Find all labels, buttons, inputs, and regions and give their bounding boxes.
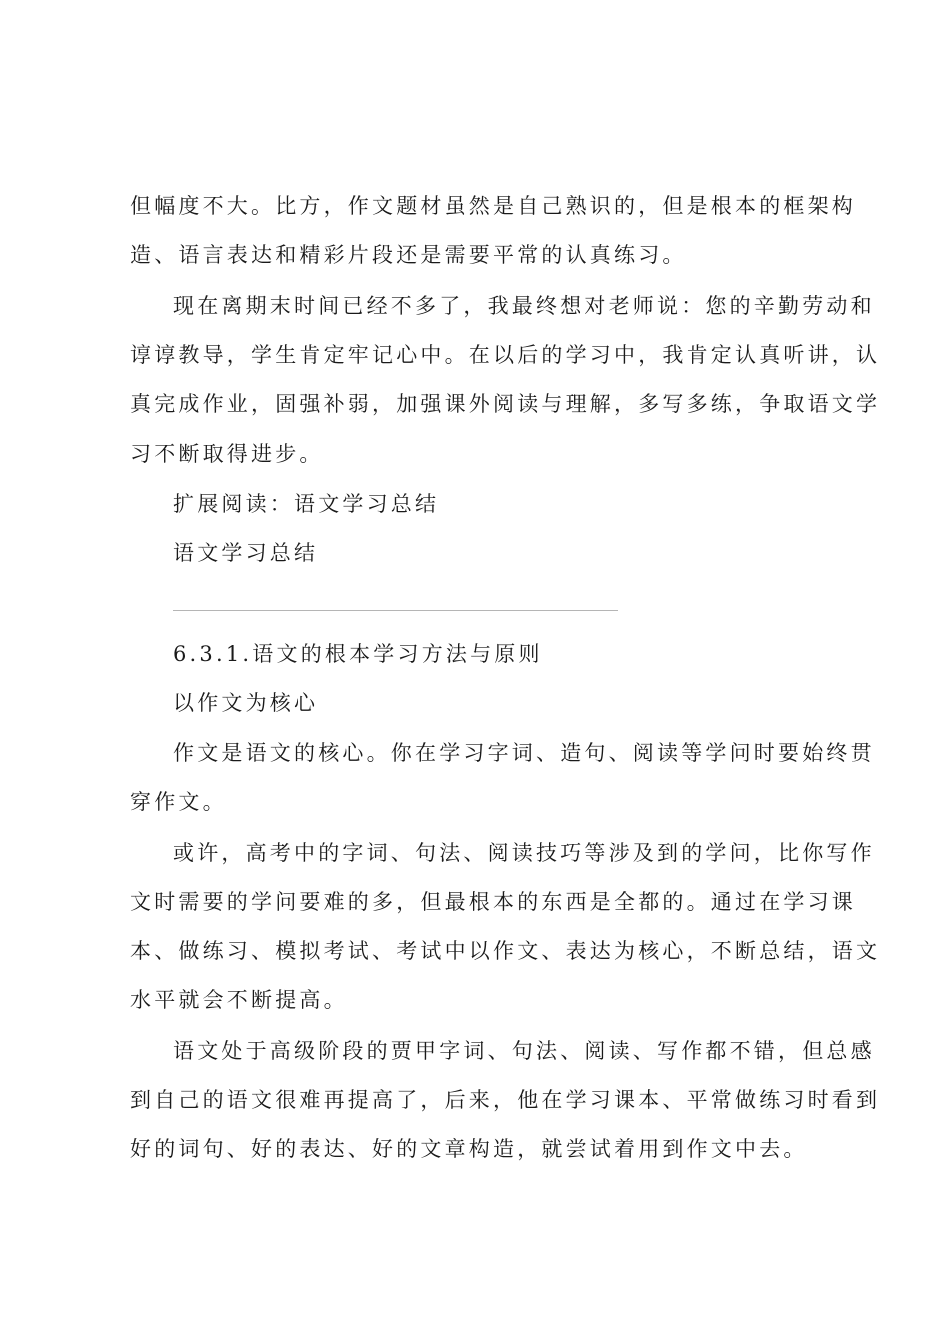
paragraph-line: 真完成作业，固强补弱，加强课外阅读与理解，多写多练，争取语文学: [130, 392, 881, 416]
section-title: 语文学习总结: [173, 541, 319, 565]
paragraph-line: 本、做练习、模拟考试、考试中以作文、表达为核心，不断总结，语文: [130, 939, 881, 963]
paragraph-line: 到自己的语文很难再提高了，后来，他在学习课本、平常做练习时看到: [130, 1088, 881, 1112]
paragraph-line: 习不断取得进步。: [130, 442, 324, 466]
paragraph-line: 好的词句、好的表达、好的文章构造，就尝试着用到作文中去。: [130, 1137, 808, 1161]
paragraph-line: 文时需要的学问要难的多，但最根本的东西是全都的。通过在学习课: [130, 890, 856, 914]
paragraph-line: 现在离期末时间已经不多了，我最终想对老师说：您的辛勤劳动和: [173, 294, 875, 318]
paragraph-line: 水平就会不断提高。: [130, 988, 348, 1012]
paragraph-line: 作文是语文的核心。你在学习字词、造句、阅读等学问时要始终贯: [173, 741, 875, 765]
subsection-subtitle: 以作文为核心: [173, 691, 319, 715]
paragraph-line: 谆谆教导，学生肯定牢记心中。在以后的学习中，我肯定认真听讲，认: [130, 343, 881, 367]
divider-line: [173, 610, 618, 611]
paragraph-line: 或许，高考中的字词、句法、阅读技巧等涉及到的学问，比你写作: [173, 841, 875, 865]
paragraph-line: 造、语言表达和精彩片段还是需要平常的认真练习。: [130, 243, 687, 267]
paragraph-line: 穿作文。: [130, 790, 227, 814]
paragraph-line: 语文处于高级阶段的贾甲字词、句法、阅读、写作都不错，但总感: [173, 1039, 875, 1063]
paragraph-line: 但幅度不大。比方，作文题材虽然是自己熟识的，但是根本的框架构: [130, 194, 856, 218]
extended-reading-heading: 扩展阅读：语文学习总结: [173, 492, 440, 516]
subsection-heading: 6.3.1.语文的根本学习方法与原则: [173, 642, 543, 666]
